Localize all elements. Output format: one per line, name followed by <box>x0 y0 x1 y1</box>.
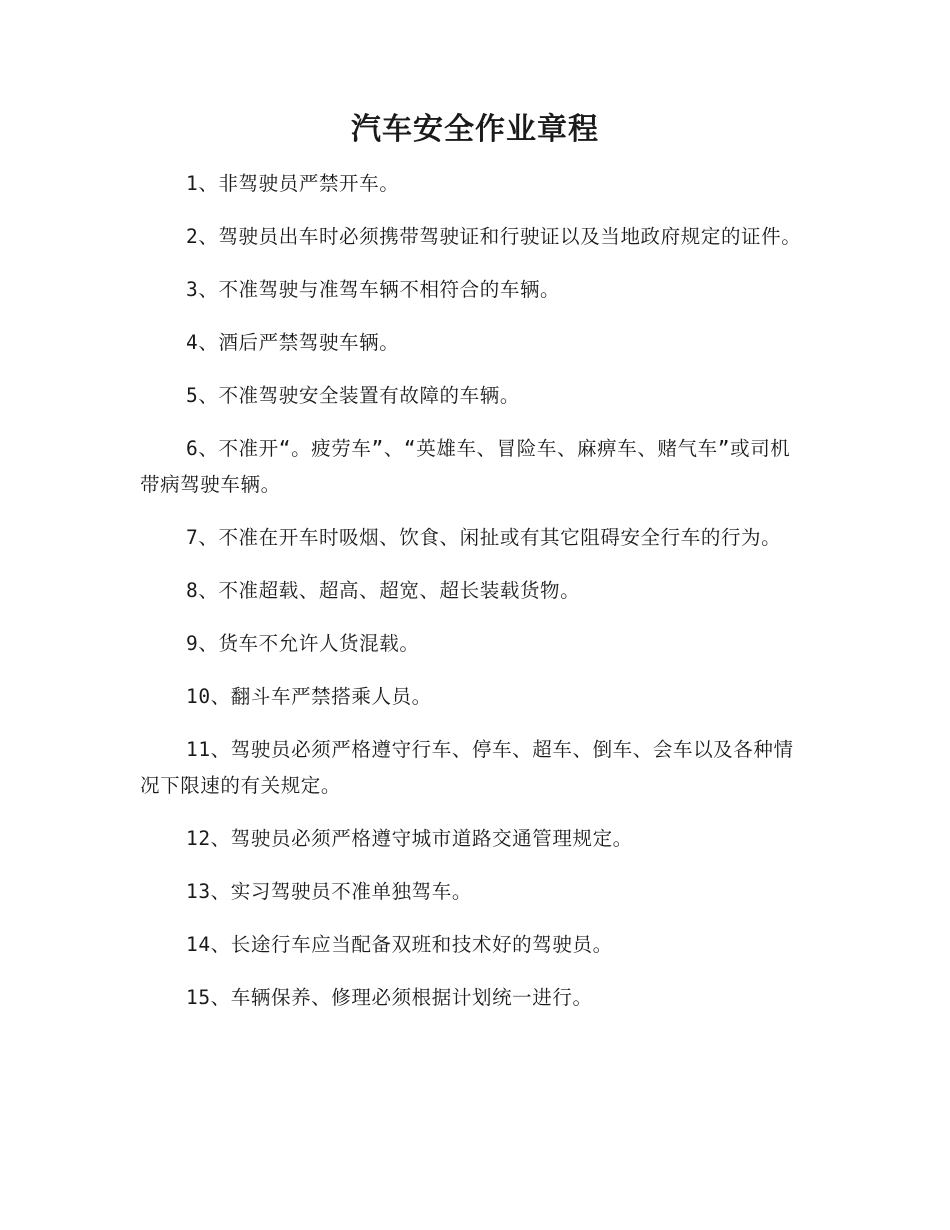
rule-paragraph-7: 7、不准在开车时吸烟、饮食、闲扯或有其它阻碍安全行车的行为。 <box>186 526 782 549</box>
rule-paragraph-10: 10、翻斗车严禁搭乘人员。 <box>186 685 432 708</box>
document-body <box>140 166 808 1033</box>
rule-paragraph-3: 3、不准驾驶与准驾车辆不相符合的车辆。 <box>186 278 561 301</box>
rule-paragraph-12: 12、驾驶员必须严格遵守城市道路交通管理规定。 <box>186 827 633 850</box>
rule-paragraph-5: 5、不准驾驶安全装置有故障的车辆。 <box>186 384 520 407</box>
rule-paragraph-8: 8、不准超载、超高、超宽、超长装载货物。 <box>186 579 581 602</box>
rule-paragraph-4: 4、酒后严禁驾驶车辆。 <box>186 331 400 354</box>
rule-paragraph-11: 11、驾驶员必须严格遵守行车、停车、超车、倒车、会车以及各种情况下限速的有关规定。 <box>140 738 794 797</box>
rule-paragraph-2: 2、驾驶员出车时必须携带驾驶证和行驶证以及当地政府规定的证件。 <box>186 225 802 248</box>
rule-paragraph-1: 1、非驾驶员严禁开车。 <box>186 172 400 195</box>
rule-paragraph-15: 15、车辆保养、修理必须根据计划统一进行。 <box>186 986 593 1009</box>
page-title: 汽车安全作业章程 <box>351 112 599 147</box>
rule-paragraph-13: 13、实习驾驶员不准单独驾车。 <box>186 880 472 903</box>
rule-paragraph-9: 9、货车不允许人货混载。 <box>186 632 420 655</box>
rule-paragraph-6: 6、不准开“。疲劳车”、“英雄车、冒险车、麻痹车、赌气车”或司机带病驾驶车辆。 <box>140 437 791 496</box>
rule-paragraph-14: 14、长途行车应当配备双班和技术好的驾驶员。 <box>186 933 613 956</box>
